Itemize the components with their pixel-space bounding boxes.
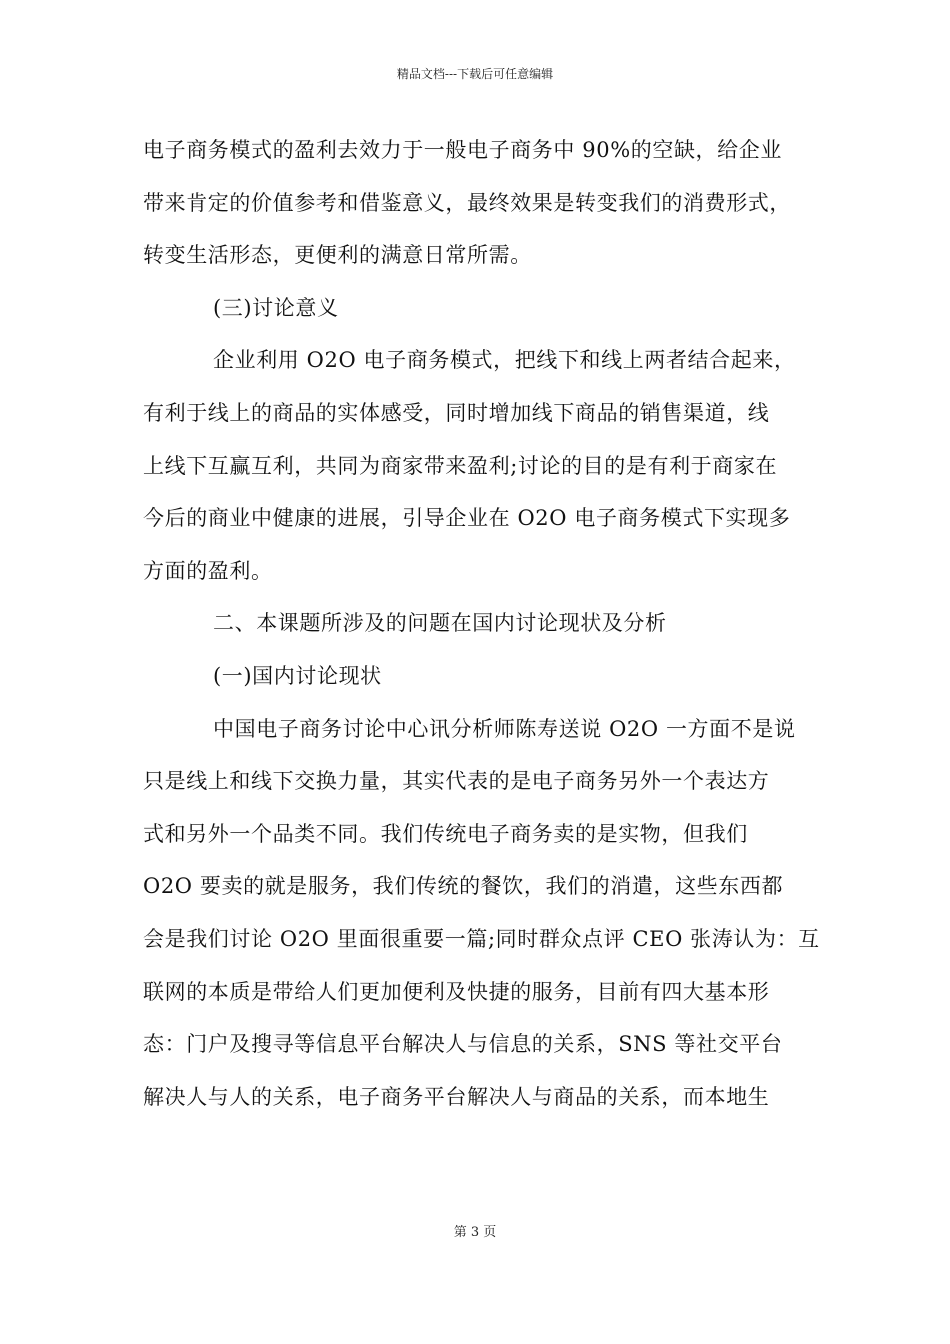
text-line: 会是我们讨论 O2O 里面很重要一篇;同时群众点评 CEO 张涛认为：互 [143,926,820,951]
text-line: 带来肯定的价值参考和借鉴意义，最终效果是转变我们的消费形式， [143,190,791,215]
section-heading: (三)讨论意义 [213,295,339,320]
document-body [143,132,820,1131]
text-line: O2O 要卖的就是服务，我们传统的餐饮，我们的消遣，这些东西都 [143,874,784,899]
section-heading: (一)国内讨论现状 [213,663,382,688]
text-line: 联网的本质是带给人们更加便利及快捷的服务，目前有四大基本形 [143,979,770,1004]
section-heading: 二、本课题所涉及的问题在国内讨论现状及分析 [213,611,667,636]
text-line: 今后的商业中健康的进展，引导企业在 O2O 电子商务模式下实现多 [143,506,791,531]
text-line: 有利于线上的商品的实体感受，同时增加线下商品的销售渠道，线 [143,400,770,425]
page-number: 第 3 页 [453,1225,497,1240]
text-line: 企业利用 O2O 电子商务模式，把线下和线上两者结合起来， [213,348,796,373]
text-line: 电子商务模式的盈利去效力于一般电子商务中 90%的空缺，给企业 [143,138,782,162]
text-line: 态：门户及搜寻等信息平台解决人与信息的关系，SNS 等社交平台 [143,1032,783,1057]
text-line: 只是线上和线下交换力量，其实代表的是电子商务另外一个表达方 [143,769,770,794]
text-line: 解决人与人的关系，电子商务平台解决人与商品的关系，而本地生 [143,1084,770,1109]
text-line: 中国电子商务讨论中心讯分析师陈寿送说 O2O 一方面不是说 [213,716,796,741]
text-line: 转变生活形态，更便利的满意日常所需。 [143,243,532,268]
text-line: 方面的盈利。 [143,558,273,583]
text-line: 式和另外一个品类不同。我们传统电子商务卖的是实物，但我们 [143,821,748,846]
text-line: 上线下互赢互利，共同为商家带来盈利;讨论的目的是有利于商家在 [143,453,778,478]
page-header: 精品文档---下载后可任意编辑 [396,67,554,81]
